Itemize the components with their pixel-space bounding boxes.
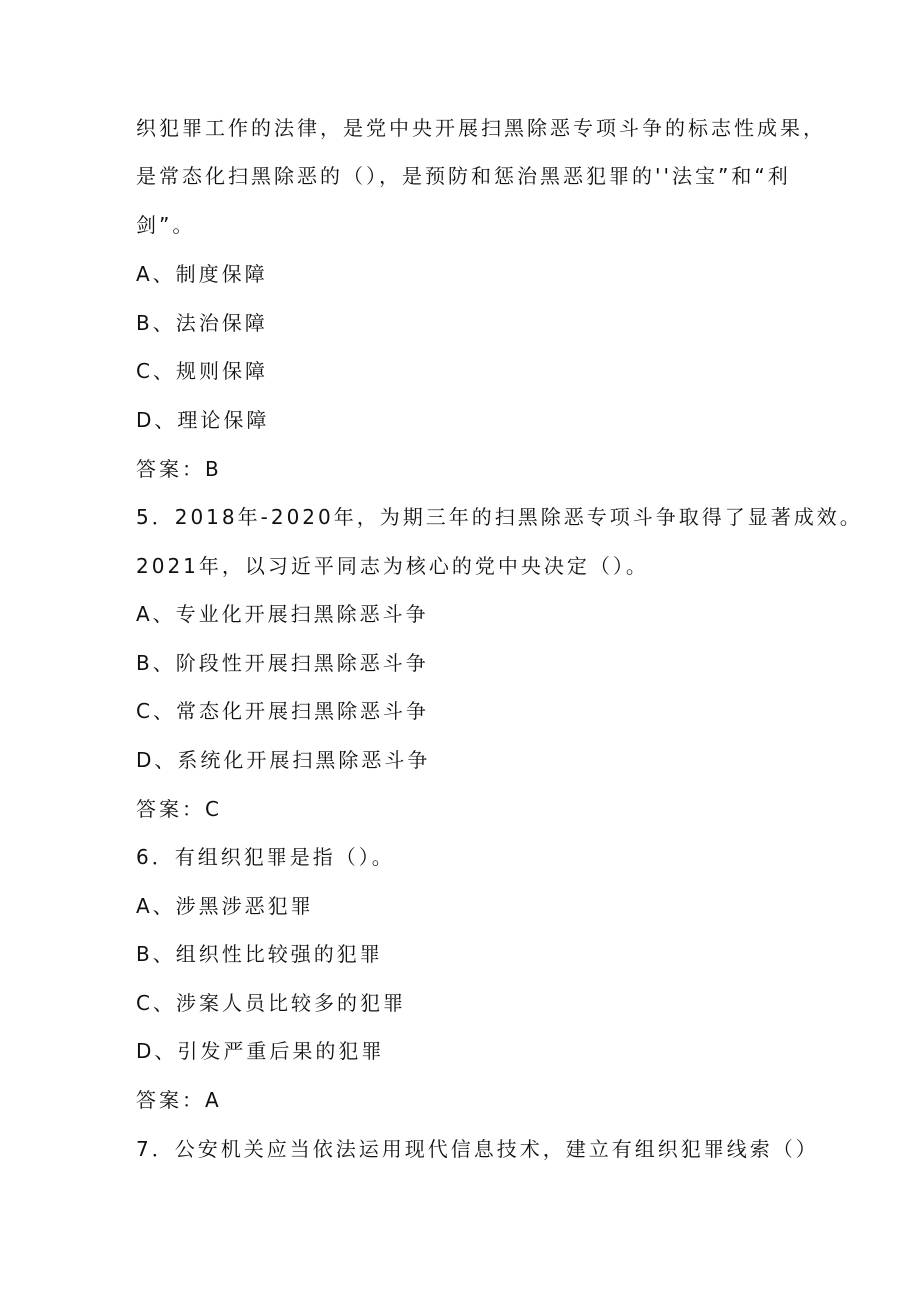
question-5-stem-2: 2021年，以习近平同志为核心的党中央决定（）。 — [136, 554, 649, 578]
option-b: B、组织性比较强的犯罪 — [136, 942, 383, 966]
option-b: B、阶段性开展扫黑除恶斗争 — [136, 651, 429, 675]
question-7-stem: 7．公安机关应当依法运用现代信息技术，建立有组织犯罪线索（） — [136, 1137, 819, 1161]
text-line-question4-stem-3: 剑”。 — [136, 213, 196, 237]
question-5-stem-1: 5．2018年-2020年，为期三年的扫黑除恶专项斗争取得了显著成效。 — [136, 505, 863, 529]
question-6-stem: 6．有组织犯罪是指（）。 — [136, 845, 395, 869]
answer: 答案：C — [136, 797, 222, 821]
option-b: B、法治保障 — [136, 311, 268, 335]
option-d: D、理论保障 — [136, 408, 270, 432]
option-c: C、涉案人员比较多的犯罪 — [136, 991, 406, 1015]
option-d: D、引发严重后果的犯罪 — [136, 1039, 385, 1063]
answer: 答案：A — [136, 1088, 222, 1112]
option-d: D、系统化开展扫黑除恶斗争 — [136, 748, 431, 772]
option-a: A、制度保障 — [136, 262, 268, 286]
option-a: A、涉黑涉恶犯罪 — [136, 894, 314, 918]
text-line-question4-stem-1: 织犯罪工作的法律，是党中央开展扫黑除恶专项斗争的标志性成果， — [136, 116, 826, 140]
answer: 答案：B — [136, 457, 222, 481]
option-c: C、常态化开展扫黑除恶斗争 — [136, 699, 429, 723]
option-a: A、专业化开展扫黑除恶斗争 — [136, 602, 429, 626]
text-line-question4-stem-2: 是常态化扫黑除恶的（），是预防和惩治黑恶犯罪的''法宝”和“利 — [136, 164, 791, 188]
option-c: C、规则保障 — [136, 359, 268, 383]
